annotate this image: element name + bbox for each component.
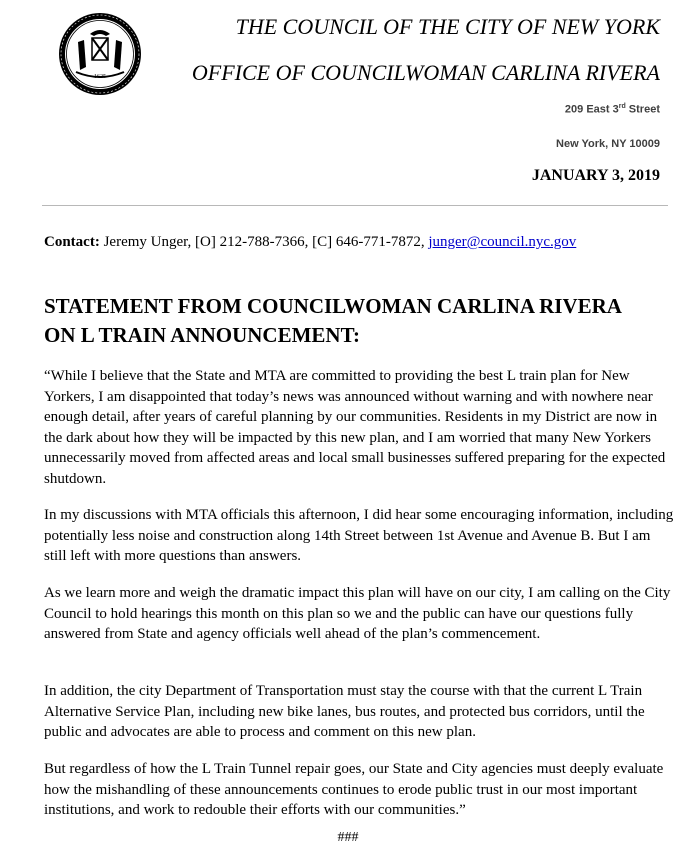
title-line-2: ON L TRAIN ANNOUNCEMENT:	[44, 323, 361, 347]
contact-email-link[interactable]: junger@council.nyc.gov	[428, 234, 577, 250]
header-divider	[42, 205, 668, 206]
city-seal-logo	[58, 12, 142, 96]
paragraph-1: “While I believe that the State and MTA are committed to providing the best L train plan for New Yorkers, I am disappointed that today’s news was announced without warning and with nowhere near enough detail, after years of careful planning by our communities. Residents in my District are now in the dark about how they will be impacted by this new plan, and I am worried that many New Yorkers unnecessarily moved from affected areas and local small businesses suffered preparing for the expected shutdown.	[44, 368, 666, 487]
street-address: 209 East 3rd Street	[564, 103, 660, 116]
contact-label: Contact:	[44, 234, 100, 250]
title-line-1: STATEMENT FROM COUNCILWOMAN CARLINA RIVERA	[44, 294, 622, 318]
office-name: OFFICE OF COUNCILWOMAN CARLINA RIVERA	[191, 60, 660, 85]
paragraph-3: As we learn more and weigh the dramatic impact this plan will have on our city, I am calling on the City Council to hold hearings this month on this plan so we and the public can have our questions fully answered from State and agency officials well ahead of the plan’s commencement.	[44, 585, 671, 642]
paragraph-5: But regardless of how the L Train Tunnel repair goes, our State and City agencies must deeply evaluate how the mishandling of these announcements continues to erode public trust in our most important institutions, and work to redouble their efforts with our communities.”	[44, 761, 664, 818]
statement-title	[44, 292, 622, 350]
contact-line	[44, 234, 576, 251]
end-mark: ###	[337, 830, 359, 845]
contact-details: Jeremy Unger, [O] 212-788-7366, [C] 646-771-7872,	[99, 234, 429, 250]
release-date: JANUARY 3, 2019	[531, 167, 660, 184]
paragraph-4: In addition, the city Department of Transportation must stay the course with that the current L Train Alternative Service Plan, including new bike lanes, bus routes, and protected bus corridors, until the public and advocates are able to process and comment on this new plan.	[44, 683, 645, 740]
city-address: New York, NY 10009	[556, 138, 660, 150]
paragraph-2: In my discussions with MTA officials this afternoon, I did hear some encouraging information, including potentially less noise and construction along 14th Street between 1st Avenue and Avenue B. But I am still left with more questions than answers.	[44, 507, 674, 564]
council-name: THE COUNCIL OF THE CITY OF NEW YORK	[235, 14, 660, 39]
seal-year: 1625	[94, 74, 106, 80]
